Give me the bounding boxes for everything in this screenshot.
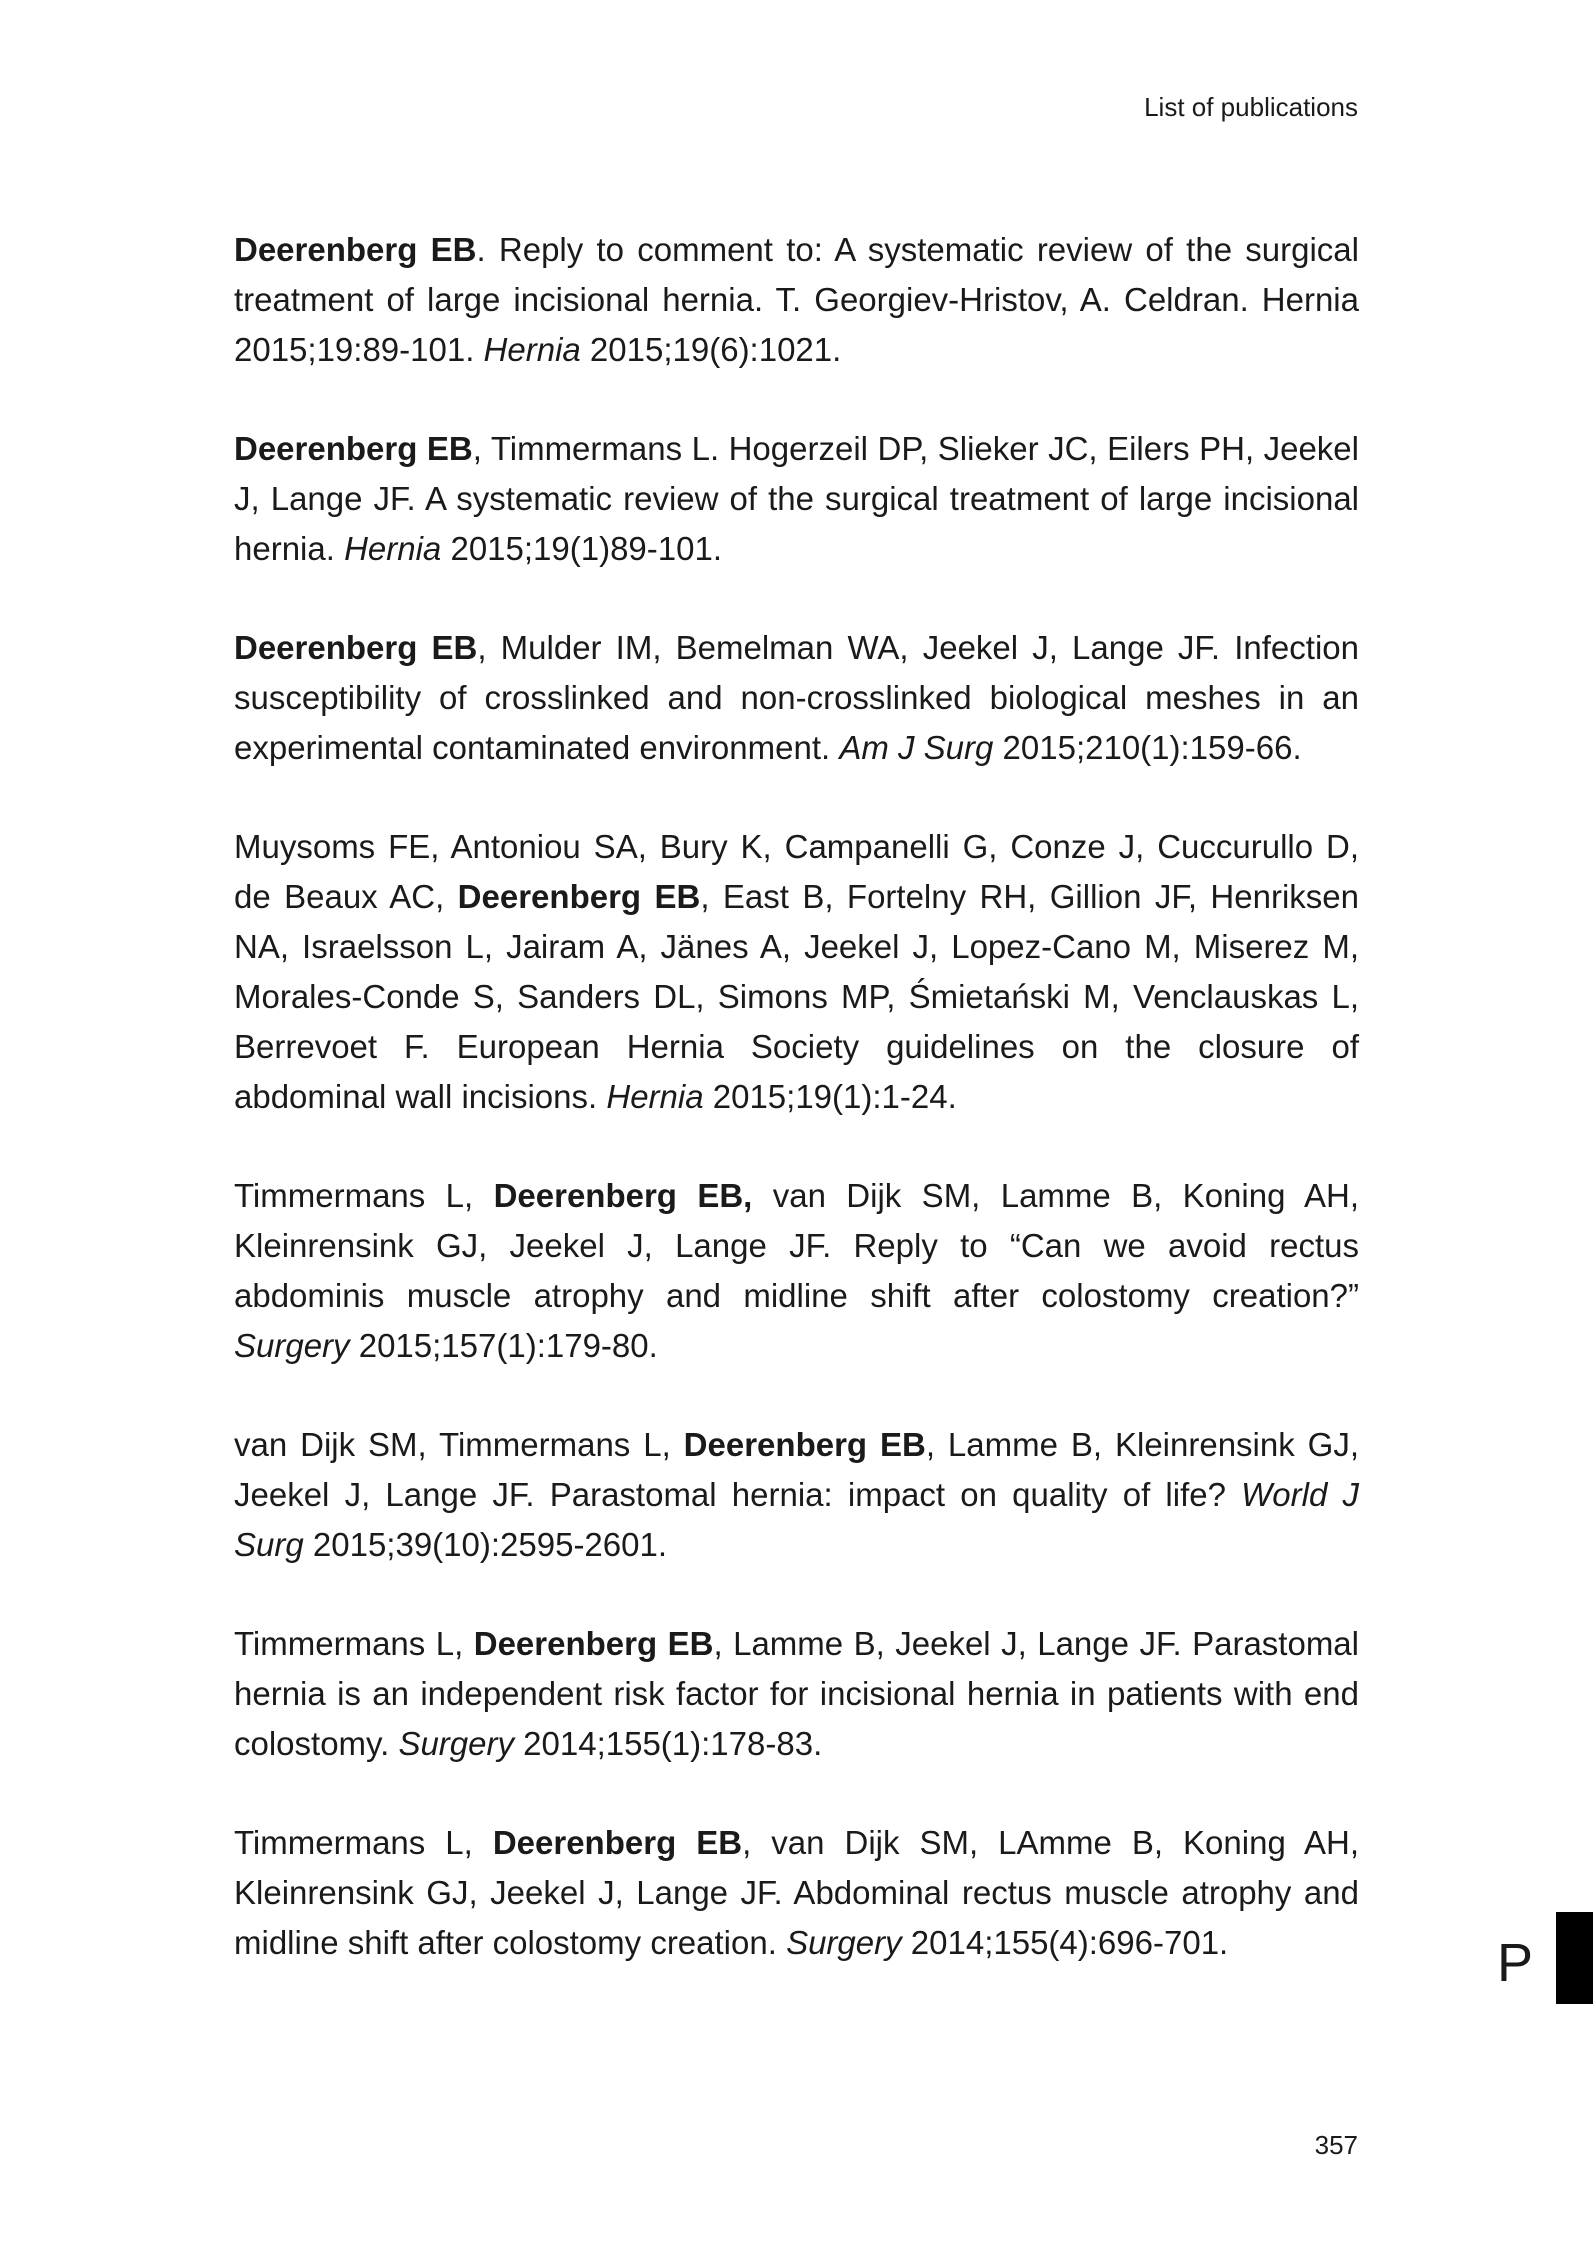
journal-name: Surgery: [234, 1327, 350, 1364]
author-list: van Dijk SM, Timmermans L,: [234, 1426, 684, 1463]
journal-name: Hernia: [606, 1078, 704, 1115]
journal-name: World J Surg: [234, 1476, 1360, 1563]
publication-entry: [234, 1818, 1359, 1968]
author-highlight: Deerenberg EB: [683, 1426, 926, 1463]
citation-text: van Dijk SM, Lamme B, Koning AH, Kleinrensink GJ, Jeekel J, Lange JF. Reply to “Can we avoid rectus abdominis muscle atrophy and midline shift after colostomy creation?”: [234, 1177, 1360, 1314]
author-highlight: Deerenberg EB: [234, 231, 477, 268]
publication-entry: [234, 1619, 1359, 1769]
publication-entry: [234, 822, 1359, 1122]
citation-text: , Lamme B, Kleinrensink GJ, Jeekel J, Lange JF. Parastomal hernia: impact on quality of life?: [234, 1426, 1359, 1513]
author-list: Timmermans L,: [234, 1177, 494, 1214]
publication-entry: [234, 424, 1359, 574]
author-highlight: Deerenberg EB: [234, 430, 473, 467]
publication-entry: [234, 1171, 1359, 1371]
citation-details: 2015;19(6):1021.: [580, 331, 842, 368]
publication-list: [234, 225, 1359, 2017]
journal-name: Hernia: [483, 331, 581, 368]
journal-name: Hernia: [344, 530, 442, 567]
citation-text: , van Dijk SM, LAmme B, Koning AH, Kleinrensink GJ, Jeekel J, Lange JF. Abdominal rectus muscle atrophy and midline shift after colostomy creation.: [234, 1824, 1360, 1961]
page-number: 357: [1314, 2130, 1358, 2160]
journal-name: Surgery: [786, 1924, 902, 1961]
author-highlight: Deerenberg EB: [234, 629, 478, 666]
citation-details: 2015;19(1)89-101.: [441, 530, 723, 567]
citation-details: 2015;157(1):179-80.: [349, 1327, 658, 1364]
author-list: Muysoms FE, Antoniou SA, Bury K, Campanelli G, Conze J, Cuccurullo D, de Beaux AC,: [234, 828, 1359, 915]
author-highlight: Deerenberg EB,: [493, 1177, 753, 1214]
citation-details: 2014;155(4):696-701.: [901, 1924, 1229, 1961]
citation-text: , Mulder IM, Bemelman WA, Jeekel J, Lange JF. Infection susceptibility of crosslinked and non-crosslinked biological meshes in an experimental contaminated environment.: [234, 629, 1359, 766]
journal-name: Surgery: [398, 1725, 514, 1762]
journal-name: Am J Surg: [839, 729, 994, 766]
citation-details: 2015;39(10):2595-2601.: [303, 1526, 668, 1563]
citation-details: 2015;19(1):1-24.: [703, 1078, 957, 1115]
author-highlight: Deerenberg EB: [492, 1824, 743, 1861]
author-list: Timmermans L,: [234, 1625, 474, 1662]
citation-details: 2015;210(1):159-66.: [993, 729, 1302, 766]
publication-entry: [234, 225, 1359, 375]
author-highlight: Deerenberg EB: [457, 878, 701, 915]
running-header: List of publications: [1144, 92, 1358, 122]
citation-details: 2014;155(1):178-83.: [514, 1725, 823, 1762]
section-tab-letter: P: [1497, 1933, 1534, 1993]
citation-text: , East B, Fortelny RH, Gillion JF, Henriksen NA, Israelsson L, Jairam A, Jänes A, Jeekel J, Lopez-Cano M, Miserez M, Morales-Conde S, Sanders DL, Simons MP, Śmietański M, Venclauskas L, Berrevoet F. European Hernia Society guidelines on the closure of abdominal wall incisions.: [234, 878, 1359, 1115]
publication-entry: [234, 1420, 1359, 1570]
section-tab-marker: [1556, 1912, 1593, 2004]
publication-entry: [234, 623, 1359, 773]
author-list: Timmermans L,: [234, 1824, 493, 1861]
author-highlight: Deerenberg EB: [473, 1625, 714, 1662]
citation-text: . Reply to comment to: A systematic review of the surgical treatment of large incisional hernia. T. Georgiev-Hristov, A. Celdran. Hernia 2015;19:89-101.: [234, 231, 1359, 368]
citation-text: , Lamme B, Jeekel J, Lange JF. Parastomal hernia is an independent risk factor for incisional hernia in patients with end colostomy.: [234, 1625, 1359, 1762]
citation-text: , Timmermans L. Hogerzeil DP, Slieker JC, Eilers PH, Jeekel J, Lange JF. A systematic review of the surgical treatment of large incisional hernia.: [234, 430, 1359, 567]
